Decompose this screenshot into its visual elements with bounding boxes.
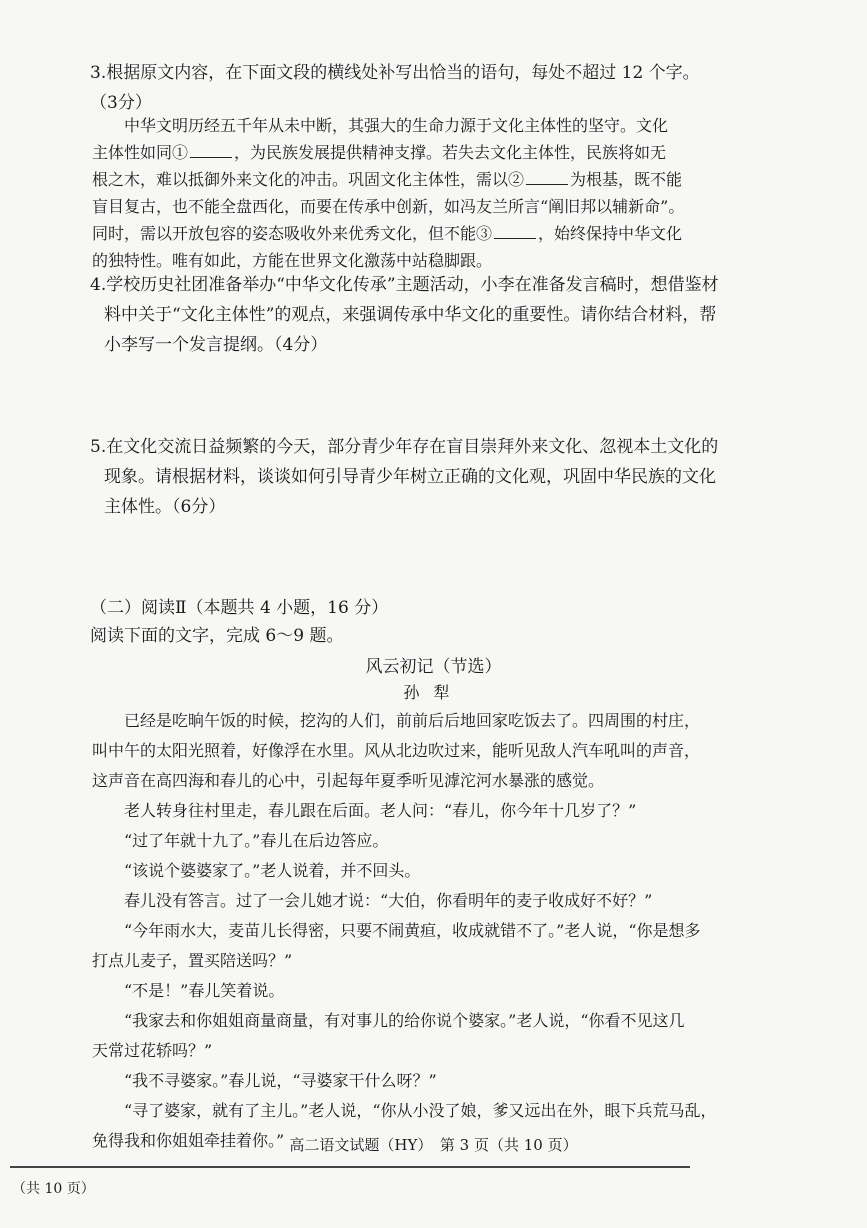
- passage-text: ，始终保持中华文化: [538, 224, 683, 243]
- story-line: 这声音在高四海和春儿的心中，引起每年夏季听见滹沱河水暴涨的感觉。: [92, 771, 605, 790]
- question-3-score: （3分）: [90, 93, 152, 113]
- passage-line: [92, 139, 707, 166]
- passage-text: ，为民族发展提供精神支撑。若失去文化主体性，民族将如无: [234, 143, 667, 162]
- story-title: 风云初记（节选）: [365, 657, 502, 677]
- question-4-line: 4.学校历史社团准备举办“中华文化传承”主题活动，小李在准备发言稿时，想借鉴材: [90, 275, 719, 295]
- story-line: 打点儿麦子，置买陪送吗？”: [92, 951, 293, 970]
- bottom-rule: [10, 1166, 690, 1168]
- story-line: 老人转身往村里走，春儿跟在后面。老人问：“春儿，你今年十几岁了？”: [124, 801, 637, 820]
- story-line: 叫中午的太阳光照着，好像浮在水里。风从北边吹过来，能听见敌人汽车吼叫的声音，: [92, 741, 701, 760]
- passage-text: 主体性如同①: [92, 143, 189, 162]
- story-line: 天常过花轿吗？”: [92, 1041, 213, 1060]
- story-line: 春儿没有答言。过了一会儿她才说：“大伯，你看明年的麦子收成好不好？”: [124, 891, 653, 910]
- passage-text: 根之木，难以抵御外来文化的冲击。巩固文化主体性，需以②: [92, 170, 525, 189]
- story-line: “我家去和你姐姐商量商量，有对事儿的给你说个婆家。”老人说，“你看不见这几: [124, 1011, 685, 1030]
- question-5-line: 5.在文化交流日益频繁的今天，部分青少年存在盲目崇拜外来文化、忽视本土文化的: [90, 437, 719, 457]
- question-3: [90, 58, 710, 118]
- question-4-line: 小李写一个发言提纲。（4分）: [104, 335, 328, 355]
- section-heading: （二）阅读Ⅱ（本题共 4 小题，16 分）: [90, 598, 389, 618]
- passage-text: 为根基，既不能: [570, 170, 683, 189]
- fill-in-passage: [92, 112, 707, 274]
- story-line: 已经是吃晌午饭的时候，挖沟的人们，前前后后地回家吃饭去了。四周围的村庄，: [124, 711, 701, 730]
- passage-line: 的独特性。唯有如此，方能在世界文化激荡中站稳脚跟。: [92, 251, 493, 270]
- passage-line: 中华文明历经五千年从未中断，其强大的生命力源于文化主体性的坚守。文化: [124, 116, 669, 135]
- question-3-line: 3.根据原文内容，在下面文段的横线处补写出恰当的语句，每处不超过 12 个字。: [90, 63, 700, 83]
- question-5-line: 主体性。（6分）: [104, 497, 226, 517]
- story-line: “该说个婆婆家了。”老人说着，并不回头。: [124, 861, 421, 880]
- question-5: [90, 432, 719, 522]
- story-line: “我不寻婆家。”春儿说，“寻婆家干什么呀？”: [124, 1071, 437, 1090]
- story-line: 免得我和你姐姐牵挂着你。”: [92, 1131, 285, 1150]
- passage-line: 盲目复古，也不能全盘西化，而要在传承中创新，如冯友兰所言“阐旧邦以辅新命”。: [92, 197, 685, 216]
- section-instruction: 阅读下面的文字，完成 6～9 题。: [90, 626, 344, 646]
- passage-line: [92, 166, 707, 193]
- passage-text: 同时，需以开放包容的姿态吸收外来优秀文化，但不能③: [92, 224, 493, 243]
- question-4: [90, 270, 719, 360]
- blank-3[interactable]: [494, 222, 536, 239]
- page-footer: 高二语文试题（HY） 第 3 页（共 10 页）: [289, 1136, 578, 1154]
- story-line: “不是！”春儿笑着说。: [124, 981, 285, 1000]
- story-body: [92, 706, 717, 1156]
- story-author: 孙犁: [403, 683, 464, 702]
- blank-2[interactable]: [526, 168, 568, 185]
- passage-line: [92, 220, 707, 247]
- question-4-line: 料中关于“文化主体性”的观点，来强调传承中华文化的重要性。请你结合材料，帮: [104, 305, 717, 325]
- story-line: “寻了婆家，就有了主儿。”老人说，“你从小没了娘，爹又远出在外，眼下兵荒马乱，: [124, 1101, 717, 1120]
- question-5-line: 现象。请根据材料，谈谈如何引导青少年树立正确的文化观，巩固中华民族的文化: [104, 467, 716, 487]
- story-line: “今年雨水大，麦苗儿长得密，只要不闹黄疸，收成就错不了。”老人说，“你是想多: [124, 921, 701, 940]
- story-line: “过了年就十九了。”春儿在后边答应。: [124, 831, 389, 850]
- blank-1[interactable]: [190, 141, 232, 158]
- page-count-corner: （共 10 页）: [12, 1181, 95, 1197]
